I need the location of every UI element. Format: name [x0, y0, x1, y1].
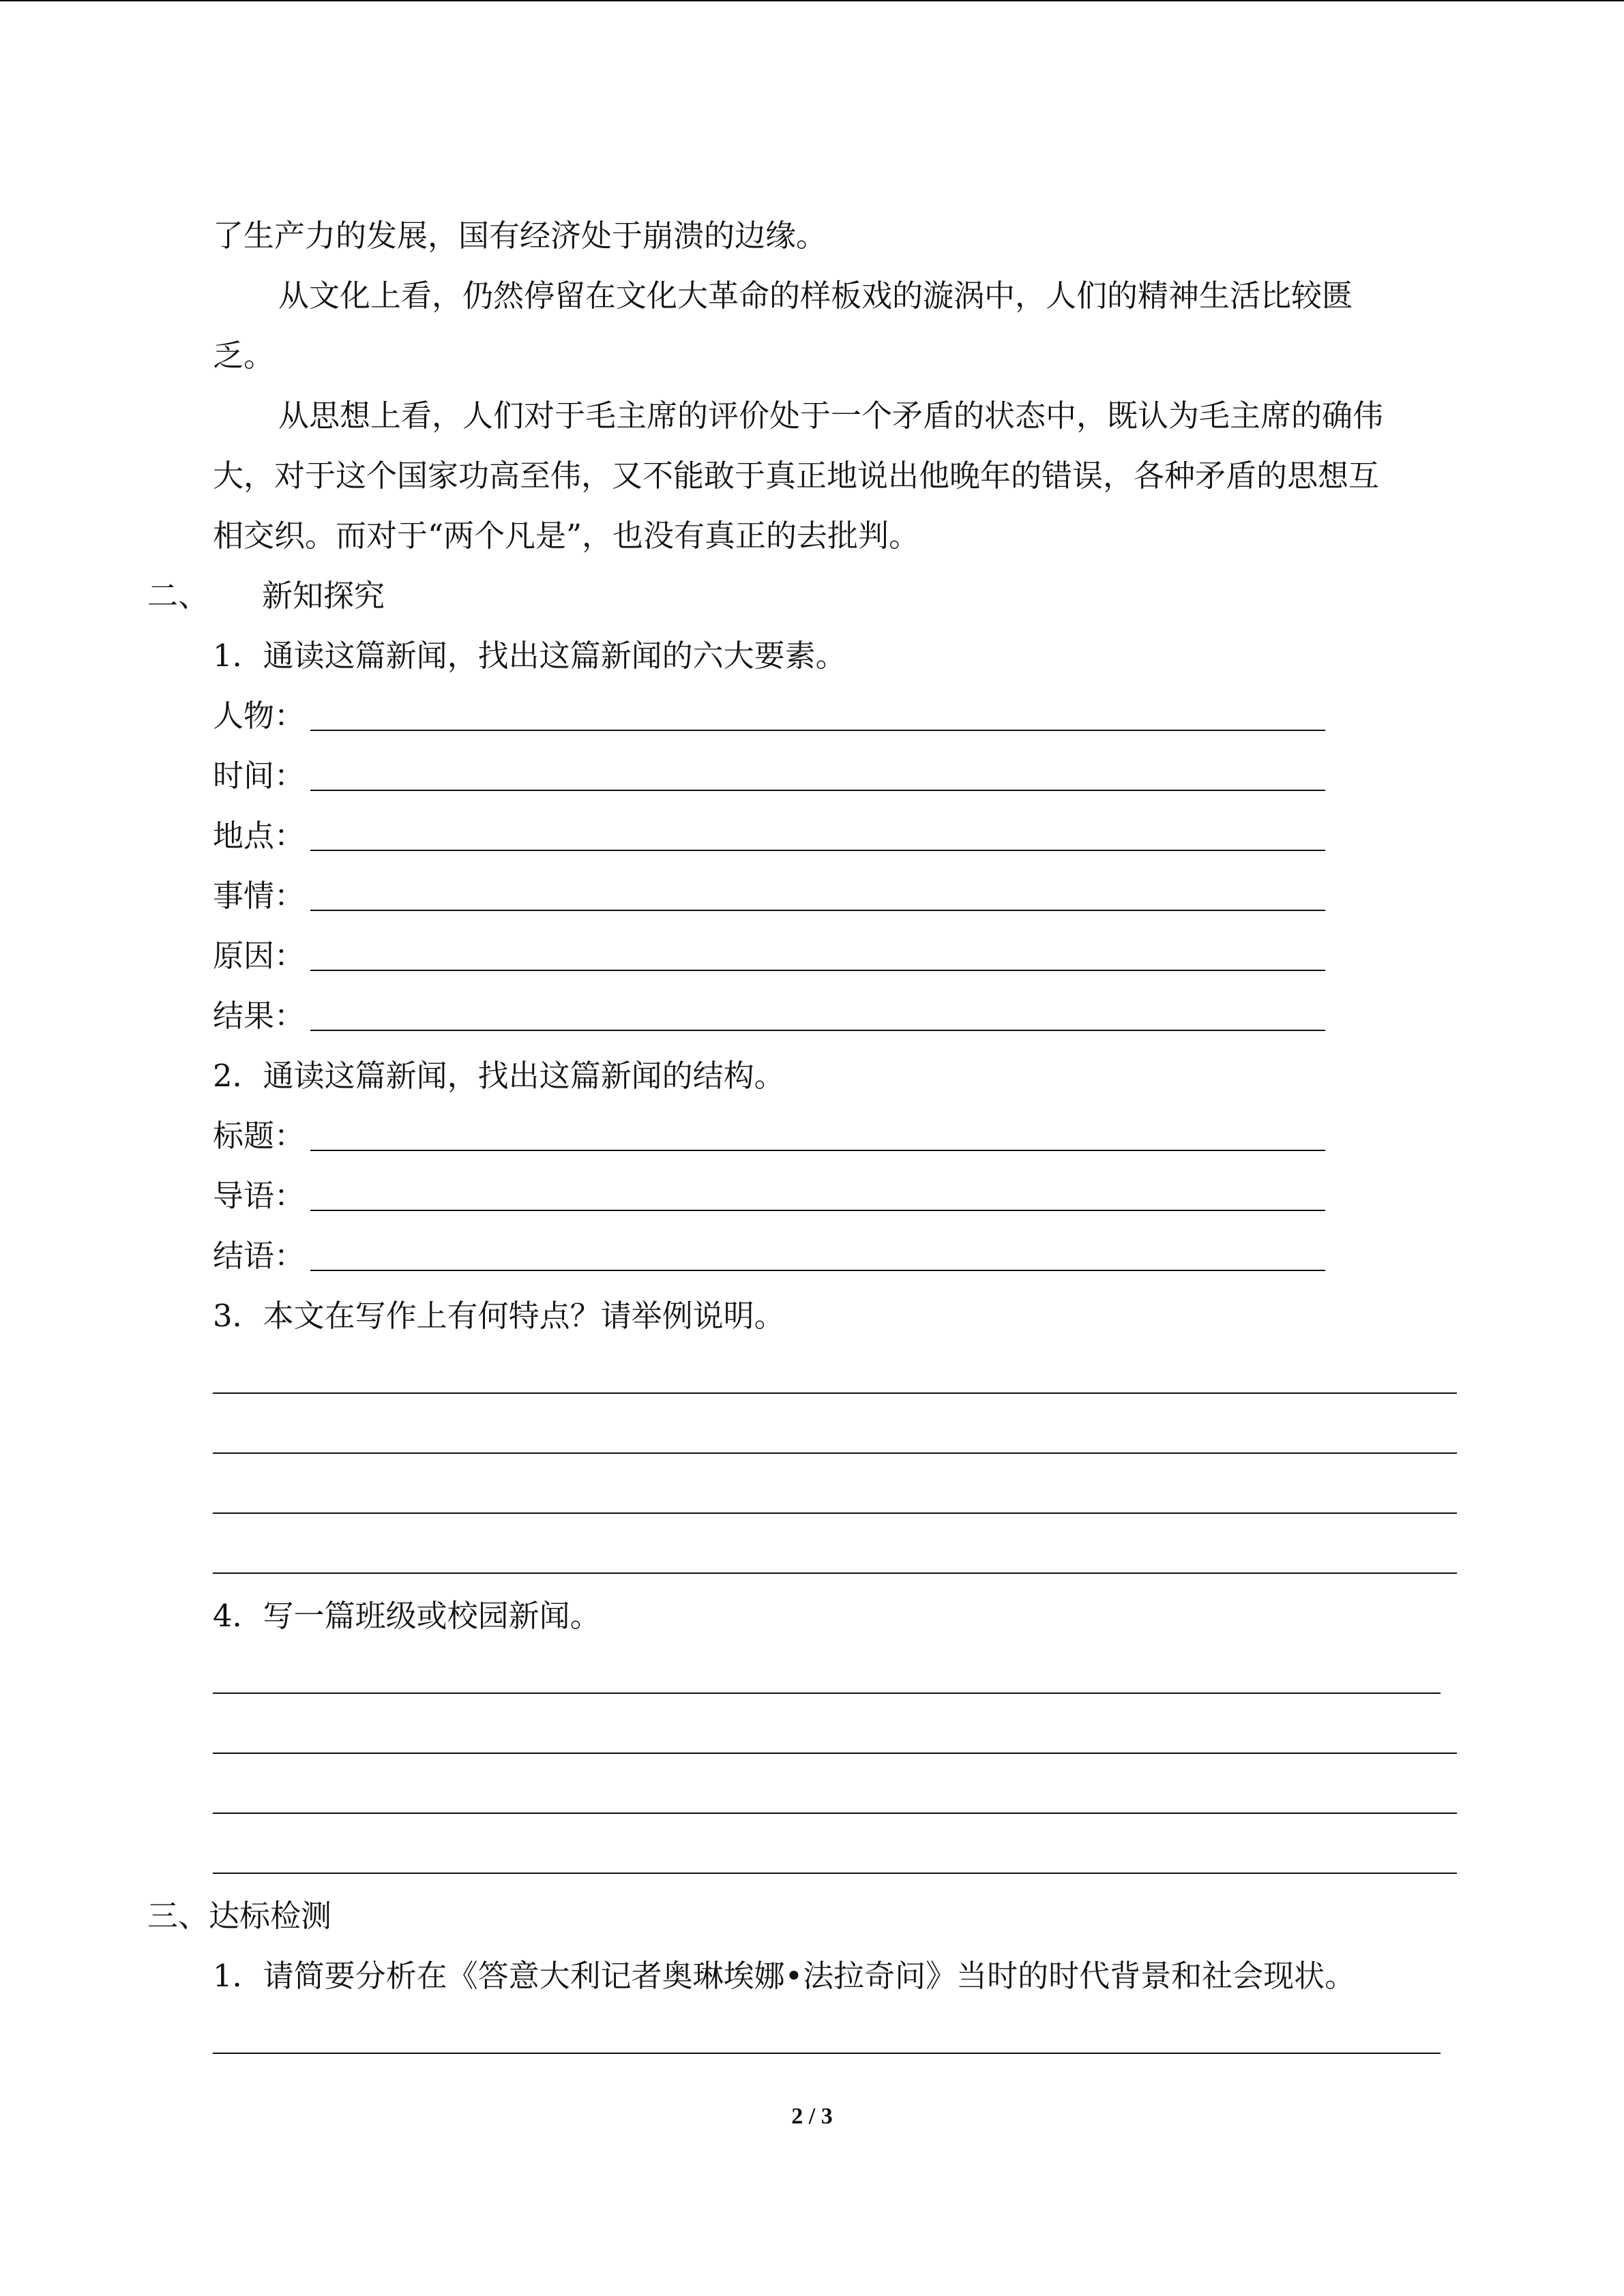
structure-label-lead: 导语：	[213, 1178, 306, 1214]
paragraph-economy-end: 了生产力的发展，国有经济处于崩溃的边缘。	[213, 218, 827, 254]
answer-line-q3-2[interactable]	[213, 1452, 1457, 1454]
page-top-border	[0, 0, 1624, 1]
answer-line-q3-4[interactable]	[213, 1572, 1457, 1574]
answer-line-q4-3[interactable]	[213, 1813, 1457, 1814]
answer-line-place[interactable]	[310, 850, 1325, 851]
answer-line-ending[interactable]	[310, 1270, 1325, 1271]
answer-line-title[interactable]	[310, 1150, 1325, 1151]
page-number: 2 / 3	[791, 2104, 833, 2129]
answer-line-q3-3[interactable]	[213, 1512, 1457, 1514]
answer-line-lead[interactable]	[310, 1210, 1325, 1211]
answer-line-q4-2[interactable]	[213, 1753, 1457, 1754]
paragraph-thought-line2: 大，对于这个国家功高至伟，又不能敢于真正地说出他晚年的错误，各种矛盾的思想互	[213, 458, 1380, 494]
answer-line-result[interactable]	[310, 1030, 1325, 1031]
answer-line-cause[interactable]	[310, 970, 1325, 971]
answer-line-q4-4[interactable]	[213, 1873, 1457, 1874]
element-label-place: 地点：	[213, 818, 306, 854]
section-3-title: 三、达标检测	[147, 1898, 332, 1934]
element-label-cause: 原因：	[213, 938, 306, 974]
structure-label-title: 标题：	[213, 1118, 306, 1154]
answer-line-person[interactable]	[310, 730, 1325, 731]
structure-label-ending: 结语：	[213, 1238, 306, 1274]
element-label-time: 时间：	[213, 758, 306, 794]
answer-line-s3-q1[interactable]	[213, 2053, 1441, 2054]
element-label-event: 事情：	[213, 878, 306, 914]
section-2-title: 新知探究	[262, 578, 385, 614]
paragraph-culture-line2: 乏。	[213, 338, 275, 374]
paragraph-culture-line1: 从文化上看，仍然停留在文化大革命的样板戏的漩涡中，人们的精神生活比较匮	[278, 278, 1353, 314]
answer-line-q4-1[interactable]	[213, 1693, 1441, 1694]
element-label-result: 结果：	[213, 998, 306, 1034]
question-2: 2．通读这篇新闻，找出这篇新闻的结构。	[213, 1058, 785, 1094]
question-4: 4．写一篇班级或校园新闻。	[213, 1598, 601, 1634]
paragraph-thought-line1: 从思想上看，人们对于毛主席的评价处于一个矛盾的状态中，既认为毛主席的确伟	[278, 398, 1384, 434]
question-3: 3．本文在写作上有何特点？请举例说明。	[213, 1298, 785, 1334]
answer-line-event[interactable]	[310, 910, 1325, 911]
answer-line-q3-1[interactable]	[213, 1392, 1457, 1394]
paragraph-thought-line3: 相交织。而对于“两个凡是”，也没有真正的去批判。	[213, 518, 920, 554]
answer-line-time[interactable]	[310, 790, 1325, 791]
element-label-person: 人物：	[213, 698, 306, 734]
section-2-number: 二、	[147, 578, 209, 614]
question-1: 1．通读这篇新闻，找出这篇新闻的六大要素。	[213, 638, 846, 674]
section-3-question-1: 1．请简要分析在《答意大利记者奥琳埃娜•法拉奇问》当时的时代背景和社会现状。	[213, 1958, 1356, 1994]
